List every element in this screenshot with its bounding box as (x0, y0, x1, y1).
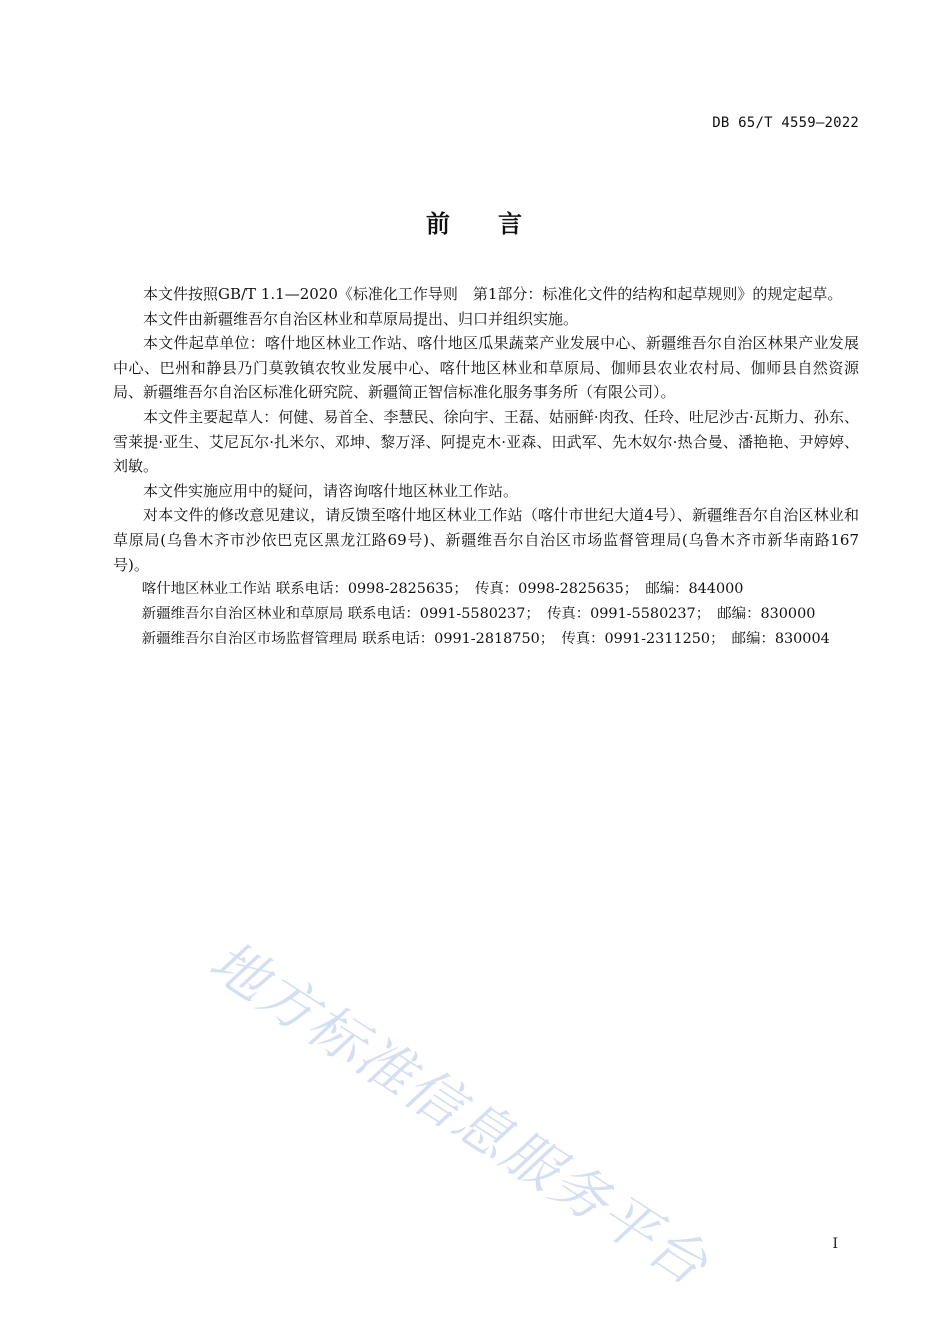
paragraph-drafting-units: 本文件起草单位：喀什地区林业工作站、喀什地区瓜果蔬菜产业发展中心、新疆维吾尔自治区林果产业发展中心、巴州和静县乃门莫敦镇农牧业发展中心、喀什地区林业和草原局、伽师县农业农村局、伽师县自然资源局、新疆维吾尔自治区标准化研究院、新疆简正智信标准化服务事务所（有限公司）。 (113, 334, 859, 402)
paragraph-drafters: 本文件主要起草人：何健、易首全、李慧民、徐向宇、王磊、姑丽鲜·肉孜、任玲、吐尼沙古·瓦斯力、孙东、雪莱提·亚生、艾尼瓦尔·扎米尔、邓坤、黎万泽、阿提克木·亚森、田武军、先木奴尔·热合曼、潘艳艳、尹婷婷、刘敏。 (113, 407, 859, 476)
paragraph-feedback: 对本文件的修改意见建议，请反馈至喀什地区林业工作站（喀什市世纪大道4号）、新疆维吾尔自治区林业和草原局(乌鲁木齐市沙依巴克区黑龙江路69号)、新疆维吾尔自治区市场监督管理局(乌鲁木齐市新华南路167号)。 (113, 506, 859, 574)
foreword-body (113, 282, 859, 652)
paragraph-proposer: 本文件由新疆维吾尔自治区林业和草原局提出、归口并组织实施。 (143, 309, 579, 328)
page-title (0, 204, 950, 239)
contact-line-forestry-bureau: 新疆维吾尔自治区林业和草原局 联系电话：0991-5580237； 传真：0991-5580237； 邮编：830000 (141, 606, 816, 623)
contact-line-market-regulation: 新疆维吾尔自治区市场监督管理局 联系电话：0991-2818750； 传真：0991-2311250； 邮编：830004 (141, 631, 830, 648)
contact-line-kashgar: 喀什地区林业工作站 联系电话：0998-2825635； 传真：0998-2825635； 邮编：844000 (141, 581, 744, 598)
page-number: I (832, 1236, 838, 1252)
paragraph-inquiries: 本文件实施应用中的疑问，请咨询喀什地区林业工作站。 (143, 481, 519, 500)
standard-code: DB 65/T 4559—2022 (712, 115, 859, 131)
page-title-char-1: 前 (426, 210, 452, 238)
watermark: 地方标准信息服务平台 (197, 928, 720, 1299)
page-title-char-2: 言 (498, 210, 524, 238)
paragraph-drafting-rules: 本文件按照GB/T 1.1—2020《标准化工作导则 第1部分：标准化文件的结构和起草规则》的规定起草。 (143, 285, 843, 303)
